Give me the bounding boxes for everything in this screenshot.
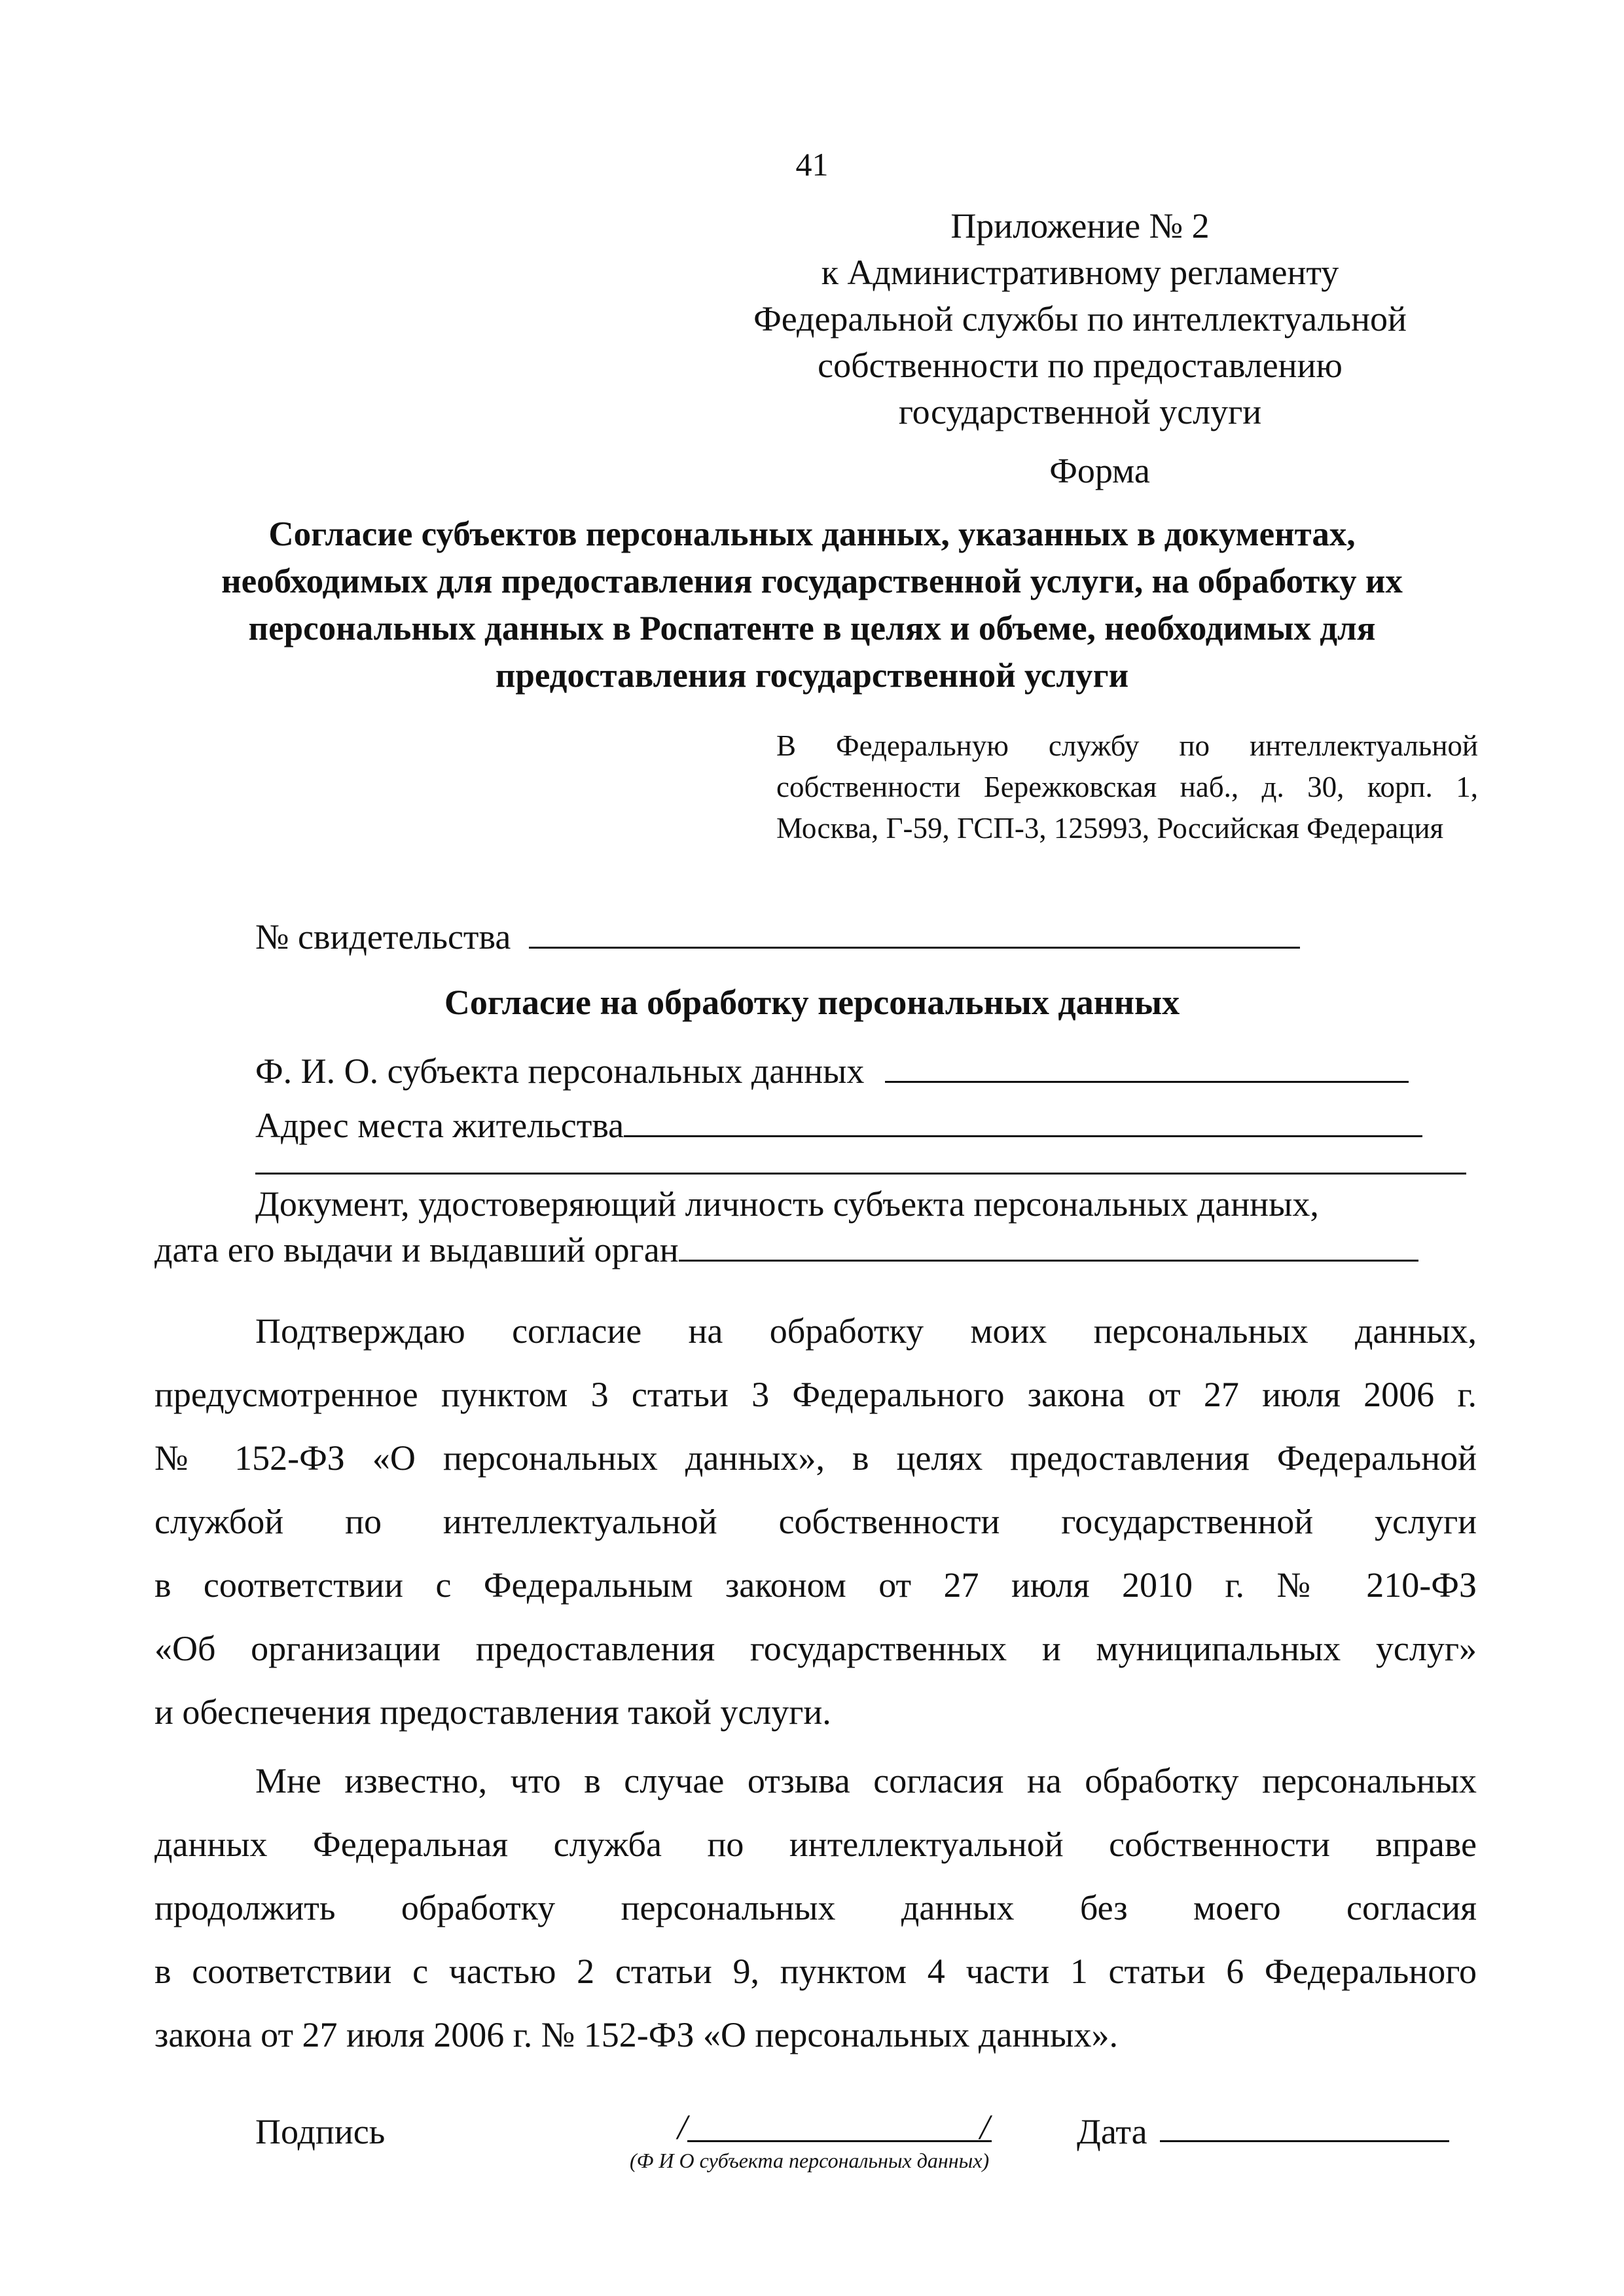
- withdrawal-paragraph: [154, 1749, 1477, 2067]
- form-label: Форма: [1049, 451, 1150, 490]
- address-input-line-2[interactable]: [255, 1172, 1466, 1175]
- page-number: 41: [795, 146, 829, 183]
- identity-document-input-line[interactable]: [679, 1259, 1418, 1262]
- certificate-number-field[interactable]: [255, 917, 1300, 957]
- identity-document-label-2: дата его выдачи и выдавший орган: [154, 1230, 679, 1269]
- title-line: персональных данных в Роспатенте в целях и объеме, необходимых для: [248, 610, 1376, 647]
- paragraph-line: в соответствии с частью 2 статьи 9, пунктом 4 части 1 статьи 6 Федерального: [154, 1952, 1477, 1991]
- consent-paragraph: [154, 1300, 1477, 1744]
- paragraph-line: службой по интеллектуальной собственности государственной услуги: [154, 1502, 1477, 1541]
- identity-document-label: Документ, удостоверяющий личность субъекта персональных данных,: [255, 1184, 1319, 1224]
- section-title: Согласие на обработку персональных данных: [444, 983, 1180, 1022]
- fio-input-line[interactable]: [885, 1080, 1409, 1083]
- signature-slash-left: /: [677, 2107, 688, 2147]
- paragraph-line: в соответствии с Федеральным законом от 27 июля 2010 г. № 210-ФЗ: [154, 1565, 1477, 1605]
- appendix-line: Приложение № 2: [950, 206, 1210, 246]
- appendix-line: государственной услуги: [898, 392, 1262, 431]
- address-input-line[interactable]: [624, 1135, 1422, 1137]
- date-label: Дата: [1077, 2112, 1147, 2151]
- signature-slash-right: /: [980, 2107, 990, 2147]
- title-line: необходимых для предоставления государственной услуги, на обработку их: [221, 562, 1403, 600]
- title-line: предоставления государственной услуги: [495, 657, 1129, 695]
- addressee-block: В Федеральную службу по интеллектуальной собственности Бережковская наб., д. 30, корп. 1, Москва, Г-59, ГСП-3, 125993, Российская Федерация: [776, 729, 1478, 845]
- identity-document-field[interactable]: [154, 1230, 1418, 1270]
- paragraph-line: «Об организации предоставления государственных и муниципальных услуг»: [154, 1629, 1477, 1668]
- paragraph-line: Мне известно, что в случае отзыва согласия на обработку персональных: [255, 1761, 1477, 1800]
- paragraph-line: Подтверждаю согласие на обработку моих персональных данных,: [255, 1311, 1477, 1351]
- paragraph-line: и обеспечения предоставления такой услуги.: [154, 1692, 831, 1732]
- fio-label: Ф. И. О. субъекта персональных данных: [255, 1051, 865, 1091]
- appendix-line: собственности по предоставлению: [818, 346, 1343, 385]
- document-title: [98, 511, 1526, 699]
- address-field[interactable]: [255, 1105, 1422, 1146]
- address-label: Адрес места жительства: [255, 1106, 624, 1145]
- certificate-number-line[interactable]: [529, 946, 1300, 949]
- date-input-line[interactable]: [1160, 2140, 1449, 2142]
- appendix-header: [655, 203, 1506, 435]
- paragraph-line: предусмотренное пунктом 3 статьи 3 Федерального закона от 27 июля 2006 г.: [154, 1375, 1477, 1414]
- signature-caption: (Ф И О субъекта персональных данных): [630, 2149, 990, 2172]
- fio-field[interactable]: [255, 1051, 1409, 1091]
- paragraph-line: закона от 27 июля 2006 г. № 152-ФЗ «О персональных данных».: [154, 2015, 1118, 2054]
- signature-fio-line[interactable]: [687, 2140, 992, 2142]
- appendix-line: Федеральной службы по интеллектуальной: [753, 299, 1407, 338]
- paragraph-line: № 152-ФЗ «О персональных данных», в целях предоставления Федеральной: [154, 1438, 1477, 1478]
- certificate-label: № свидетельства: [255, 917, 511, 957]
- signature-label: Подпись: [255, 2112, 386, 2151]
- title-line: Согласие субъектов персональных данных, указанных в документах,: [268, 515, 1356, 553]
- paragraph-line: данных Федеральная служба по интеллектуальной собственности вправе: [154, 1825, 1477, 1864]
- paragraph-line: продолжить обработку персональных данных без моего согласия: [154, 1888, 1477, 1927]
- appendix-line: к Административному регламенту: [821, 253, 1339, 292]
